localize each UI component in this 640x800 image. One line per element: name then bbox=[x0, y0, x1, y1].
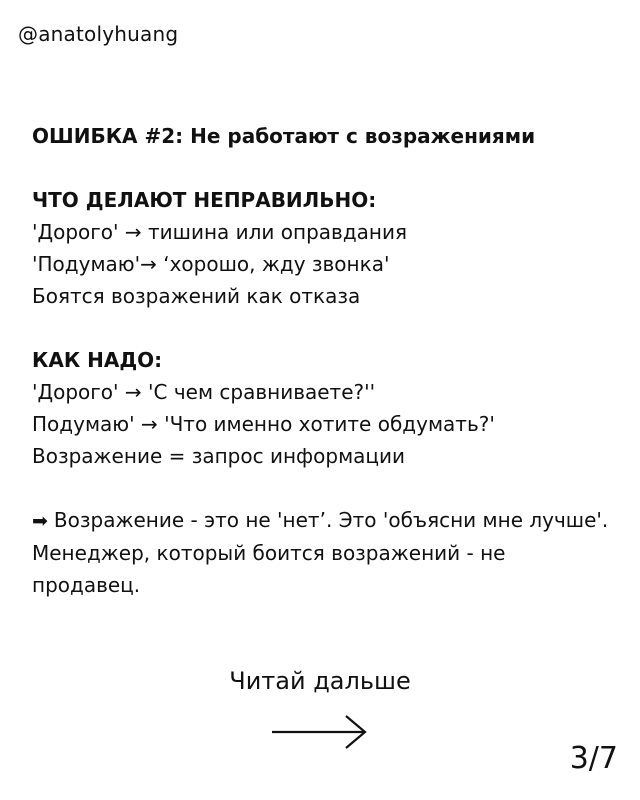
slide-title: ОШИБКА #2: Не работают с возражениями bbox=[32, 124, 536, 148]
wrong-line-2: 'Подумаю'→ ‘хорошо, жду звонка' bbox=[32, 252, 390, 276]
right-line-1: 'Дорого' → 'С чем сравниваете?'' bbox=[32, 380, 376, 404]
right-heading: КАК НАДО: bbox=[32, 348, 163, 372]
right-line-3: Возражение = запрос информации bbox=[32, 444, 406, 468]
spacer bbox=[32, 312, 612, 344]
slide-content bbox=[32, 120, 612, 601]
wrong-heading: ЧТО ДЕЛАЮТ НЕПРАВИЛЬНО: bbox=[32, 188, 377, 212]
spacer bbox=[32, 152, 612, 184]
conclusion-paragraph bbox=[32, 504, 612, 601]
author-handle: @anatolyhuang bbox=[18, 22, 179, 46]
conclusion-text: Возражение - это не 'нет’. Это 'объясни мне лучше'. Менеджер, который боится возражений - не продавец. bbox=[32, 508, 609, 597]
right-arrow-icon: ➡ bbox=[32, 510, 48, 532]
right-line-2: Подумаю' → 'Что именно хотите обдумать?' bbox=[32, 412, 495, 436]
spacer bbox=[32, 472, 612, 504]
page-counter: 3/7 bbox=[569, 741, 618, 776]
long-arrow-right-icon[interactable] bbox=[270, 712, 370, 752]
wrong-line-1: 'Дорого' → тишина или оправдания bbox=[32, 220, 408, 244]
wrong-line-3: Боятся возражений как отказа bbox=[32, 284, 361, 308]
read-more-section[interactable] bbox=[200, 665, 440, 697]
read-more-label[interactable]: Читай дальше bbox=[229, 667, 411, 695]
